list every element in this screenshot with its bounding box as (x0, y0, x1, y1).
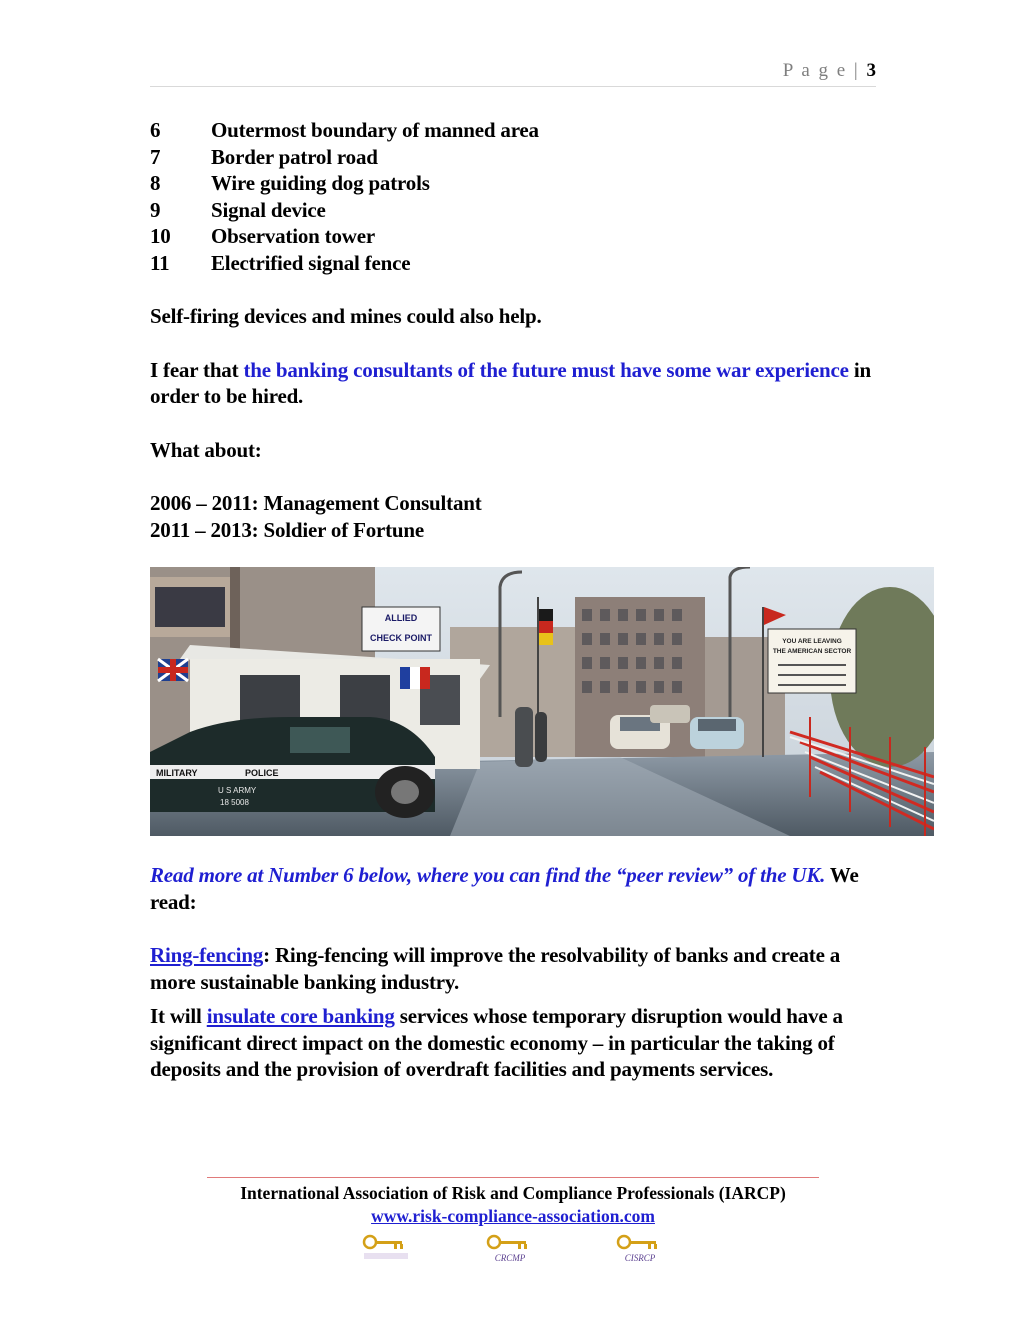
ring-fencing-link[interactable]: Ring-fencing (150, 943, 264, 967)
footer-logos (150, 1233, 876, 1267)
cisrcp-logo-icon (614, 1233, 666, 1263)
footer-url-link[interactable]: www.risk-compliance-association.com (371, 1206, 655, 1226)
list-item (150, 223, 890, 250)
list-item (150, 144, 890, 171)
list-text: Wire guiding dog patrols (211, 171, 430, 195)
career-line: 2006 – 2011: Management Consultant (150, 491, 482, 515)
car-plate-text: 18 5008 (220, 798, 249, 807)
key-logo-icon (360, 1233, 412, 1263)
career-line: 2011 – 2013: Soldier of Fortune (150, 517, 424, 542)
sign-checkpoint-text: CHECK POINT (369, 633, 433, 643)
page-label: P a g e | (782, 60, 867, 81)
list-text: Border patrol road (211, 144, 378, 169)
text-fragment: We read: (150, 863, 859, 914)
crcmp-logo-icon (484, 1233, 536, 1263)
checkpoint-illustration (150, 567, 934, 836)
cisrcp-logo-text: CISRCP (624, 1253, 656, 1263)
text-fragment: : Ring-fencing will improve the resolvability of banks and create a more sustainable banking industry. (150, 943, 841, 994)
list-text: Outermost boundary of manned area (211, 118, 539, 142)
list-text: Observation tower (211, 224, 375, 248)
page-number (783, 60, 876, 82)
car-military-text: MILITARY (156, 768, 198, 778)
list-number: 8 (150, 171, 161, 195)
footer-organization: International Association of Risk and Compliance Professionals (IARCP) (240, 1183, 786, 1203)
list-item (150, 250, 890, 277)
list-text: Electrified signal fence (211, 250, 411, 275)
car-police-text: POLICE (245, 768, 279, 778)
paragraph-ring-fencing (150, 942, 890, 995)
paragraph-self-firing: Self-firing devices and mines could also help. (150, 304, 542, 328)
read-more-text: Read more at Number 6 below, where you can find the “peer review” of the UK. (150, 863, 826, 887)
document-body-continued (150, 862, 890, 1083)
page-footer (150, 1177, 876, 1267)
paragraph-banking-consultants (150, 357, 890, 410)
crcmp-logo-text: CRCMP (494, 1253, 526, 1263)
list-item (150, 170, 890, 197)
numbered-list (150, 117, 890, 276)
text-fragment: in order to be hired. (150, 357, 871, 408)
page-number-value: 3 (866, 60, 876, 81)
highlighted-text: the banking consultants of the future must have some war experience (243, 357, 849, 382)
list-item (150, 197, 890, 224)
sign-sector-text: THE AMERICAN SECTOR (772, 648, 852, 655)
document-body (150, 117, 890, 543)
list-number: 9 (150, 197, 161, 222)
paragraph-what-about: What about: (150, 437, 262, 462)
insulate-core-banking-link[interactable]: insulate core banking (206, 1004, 395, 1028)
page-header (150, 58, 876, 87)
list-item (150, 117, 890, 144)
text-fragment: It will (150, 1004, 207, 1028)
list-number: 10 (150, 224, 171, 248)
paragraph-read-more (150, 862, 890, 915)
paragraph-insulate (150, 1003, 890, 1083)
sign-allied-text: ALLIED (384, 613, 418, 623)
sign-leaving-text: YOU ARE LEAVING (782, 638, 842, 645)
text-fragment: I fear that (150, 357, 244, 382)
checkpoint-photo (150, 567, 934, 836)
list-text: Signal device (211, 197, 326, 222)
list-number: 11 (150, 250, 170, 275)
list-number: 6 (150, 118, 161, 142)
text-fragment: services whose temporary disruption would have a significant direct impact on the domestic economy – in particular the taking of deposits and the provision of overdraft facilities and payments services. (150, 1004, 843, 1081)
list-number: 7 (150, 144, 161, 169)
car-usarmy-text: U S ARMY (218, 786, 257, 795)
footer-divider (207, 1177, 819, 1178)
